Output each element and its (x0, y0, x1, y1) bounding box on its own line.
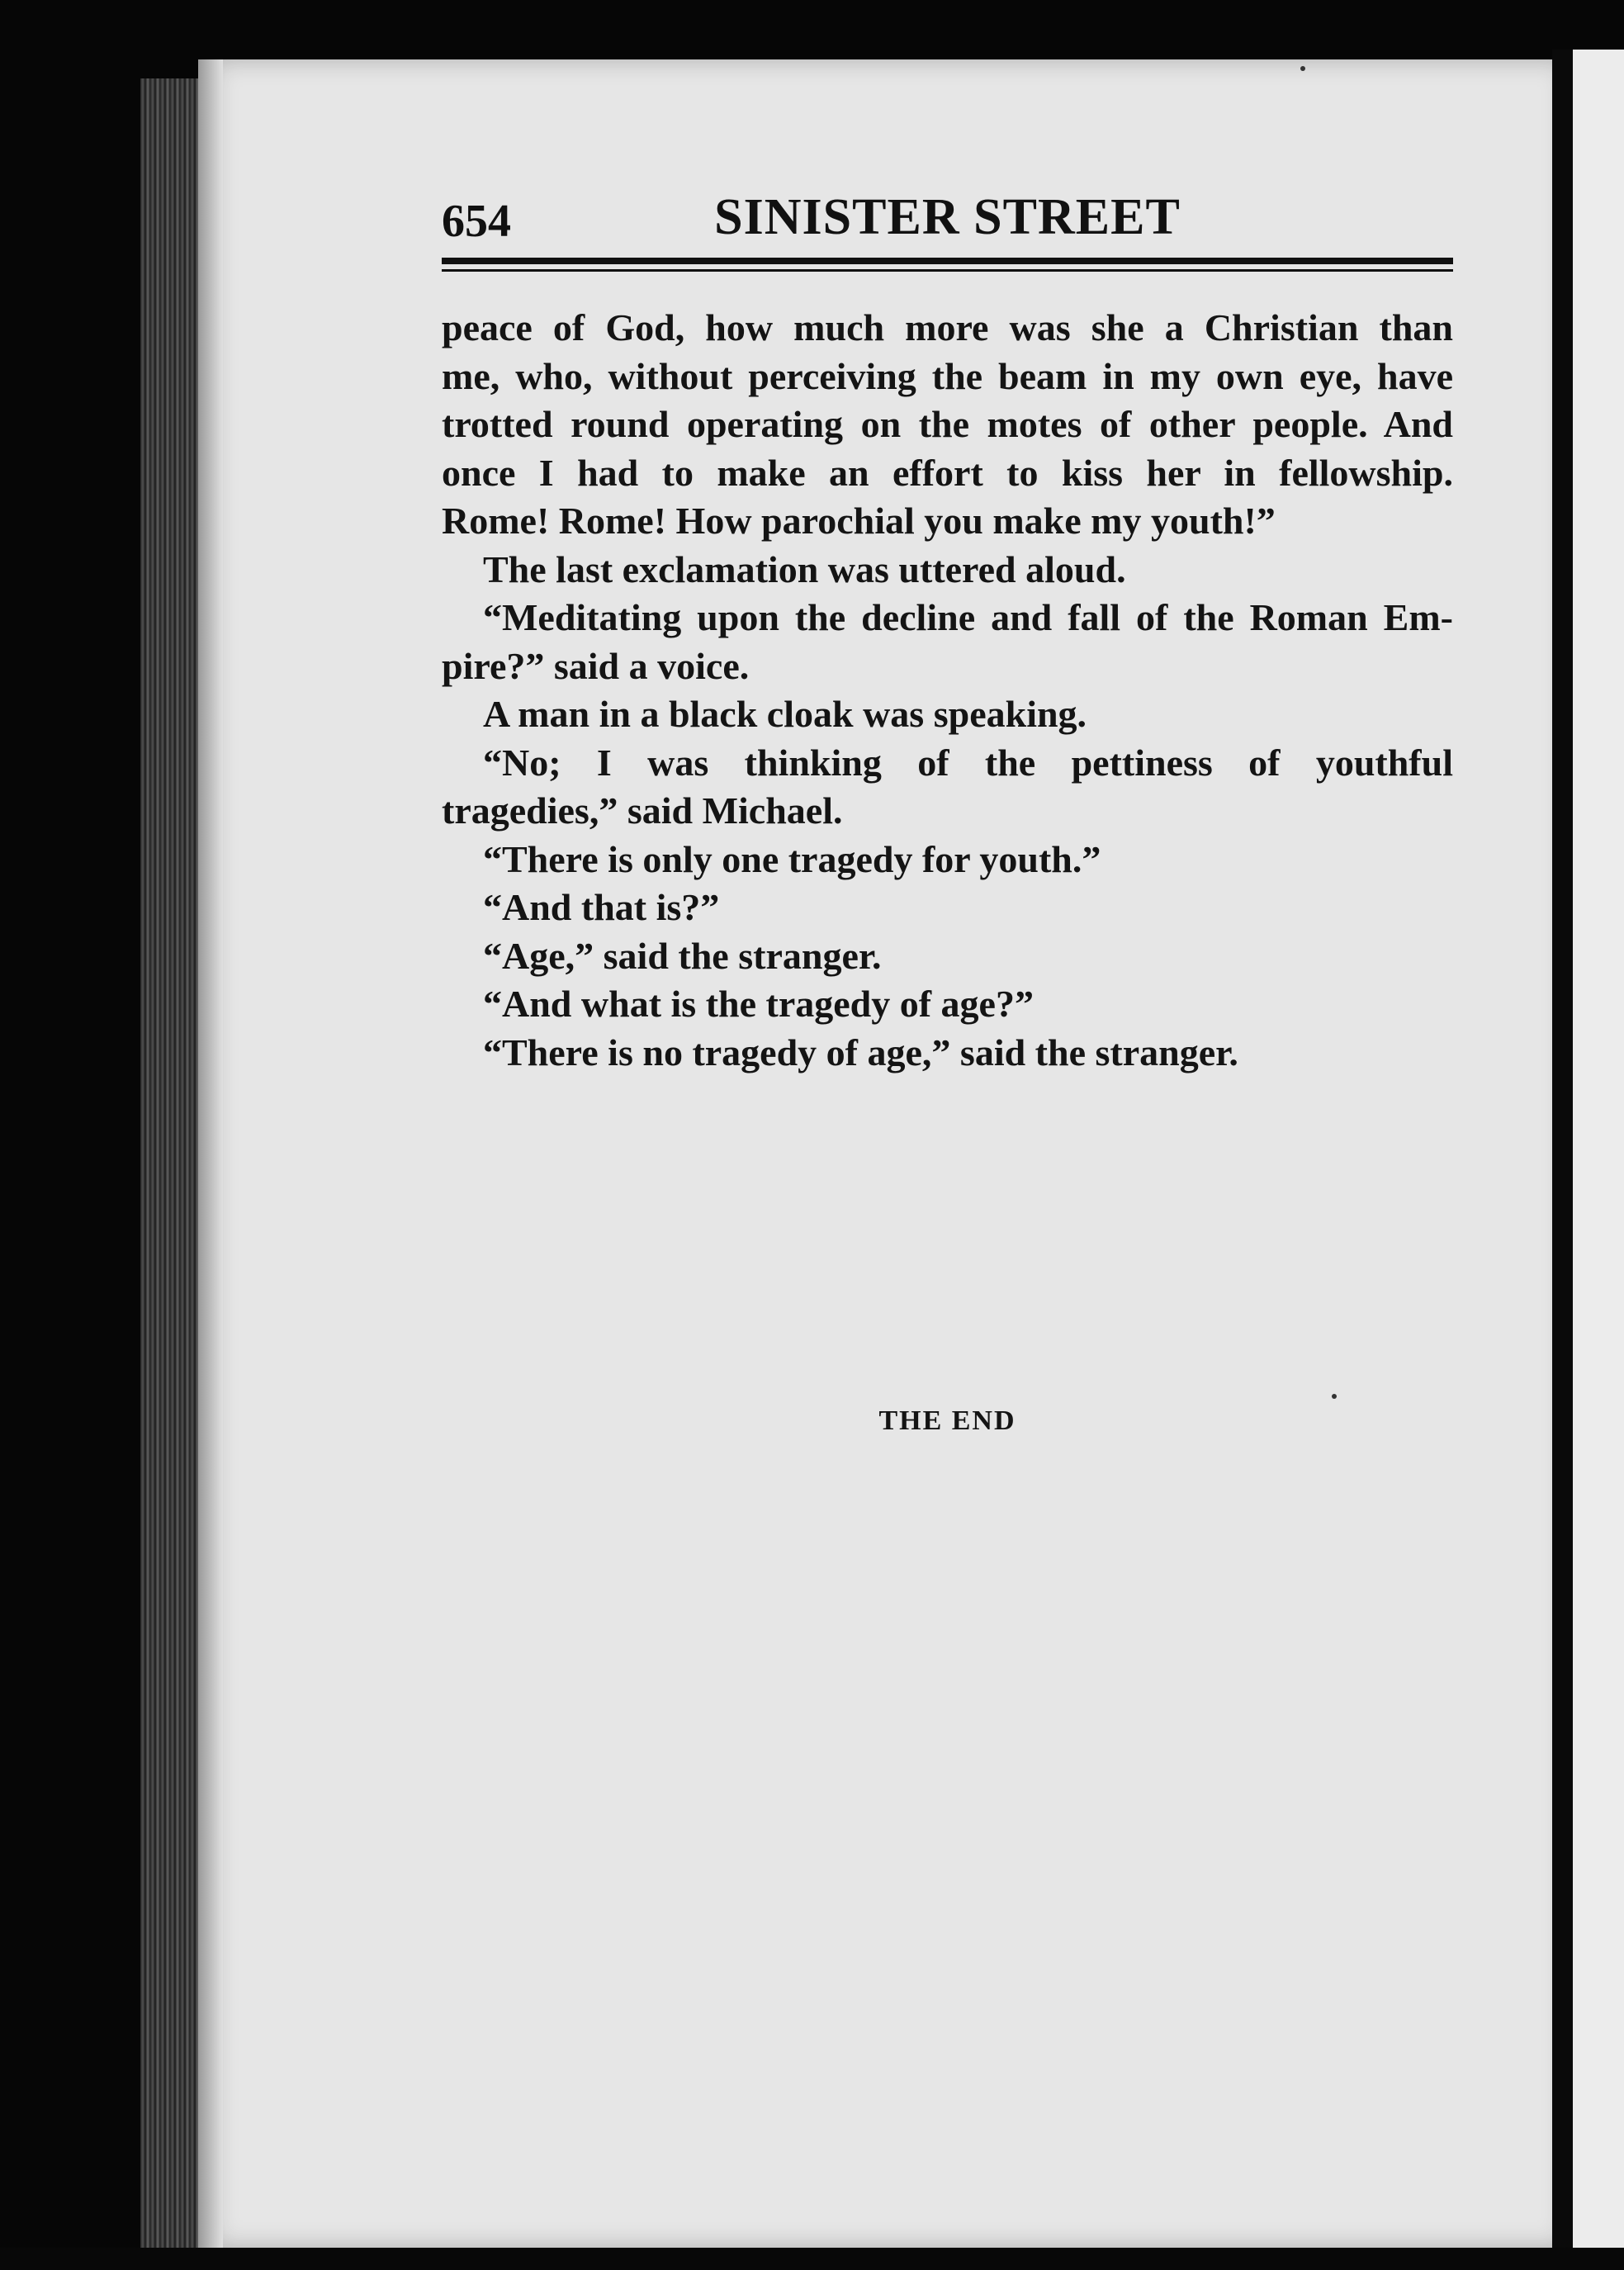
header-rule-thin (442, 269, 1453, 272)
text-line: Rome! Rome! How parochial you make my youth!” (442, 500, 1276, 542)
dust-speck (1332, 1394, 1337, 1399)
text-line: “Age,” said the stranger. (483, 934, 882, 977)
text-line: “And that is?” (483, 886, 720, 928)
text-line: A man in a black cloak was speaking. (483, 693, 1087, 735)
page-number: 654 (442, 196, 511, 247)
text-line: “And what is the tragedy of age?” (483, 983, 1034, 1025)
text-line: “No; I was thinking of the pettiness of youthful (483, 741, 1453, 784)
facing-page-edge (1573, 50, 1624, 2254)
header-rule-thick (442, 258, 1453, 264)
text-line: The last exclamation was uttered aloud. (483, 547, 1126, 590)
text-line: “There is no tragedy of age,” said the stranger. (483, 1031, 1238, 1073)
text-line: tragedies,” said Michael. (442, 789, 843, 832)
dust-speck (1300, 66, 1305, 71)
running-title: SINISTER STREET (714, 189, 1181, 245)
body-text (442, 304, 1453, 1077)
text-line: “Meditating upon the decline and fall of the Roman Em- (483, 596, 1453, 638)
text-line: “There is only one tragedy for youth.” (483, 837, 1101, 880)
binding-gap (1552, 50, 1573, 2254)
scan-border-bottom (0, 2248, 1624, 2270)
text-line: trotted round operating on the motes of other people. And (442, 403, 1453, 445)
running-head (442, 188, 1453, 254)
text-line: me, who, without perceiving the beam in my own eye, have (442, 354, 1453, 397)
page-gutter-shadow (198, 59, 223, 2248)
the-end-label: THE END (878, 1405, 1016, 1436)
text-line: peace of God, how much more was she a Christian than (442, 306, 1453, 348)
text-line: pire?” said a voice. (442, 644, 750, 687)
text-line: once I had to make an effort to kiss her in fellowship. (442, 451, 1453, 494)
